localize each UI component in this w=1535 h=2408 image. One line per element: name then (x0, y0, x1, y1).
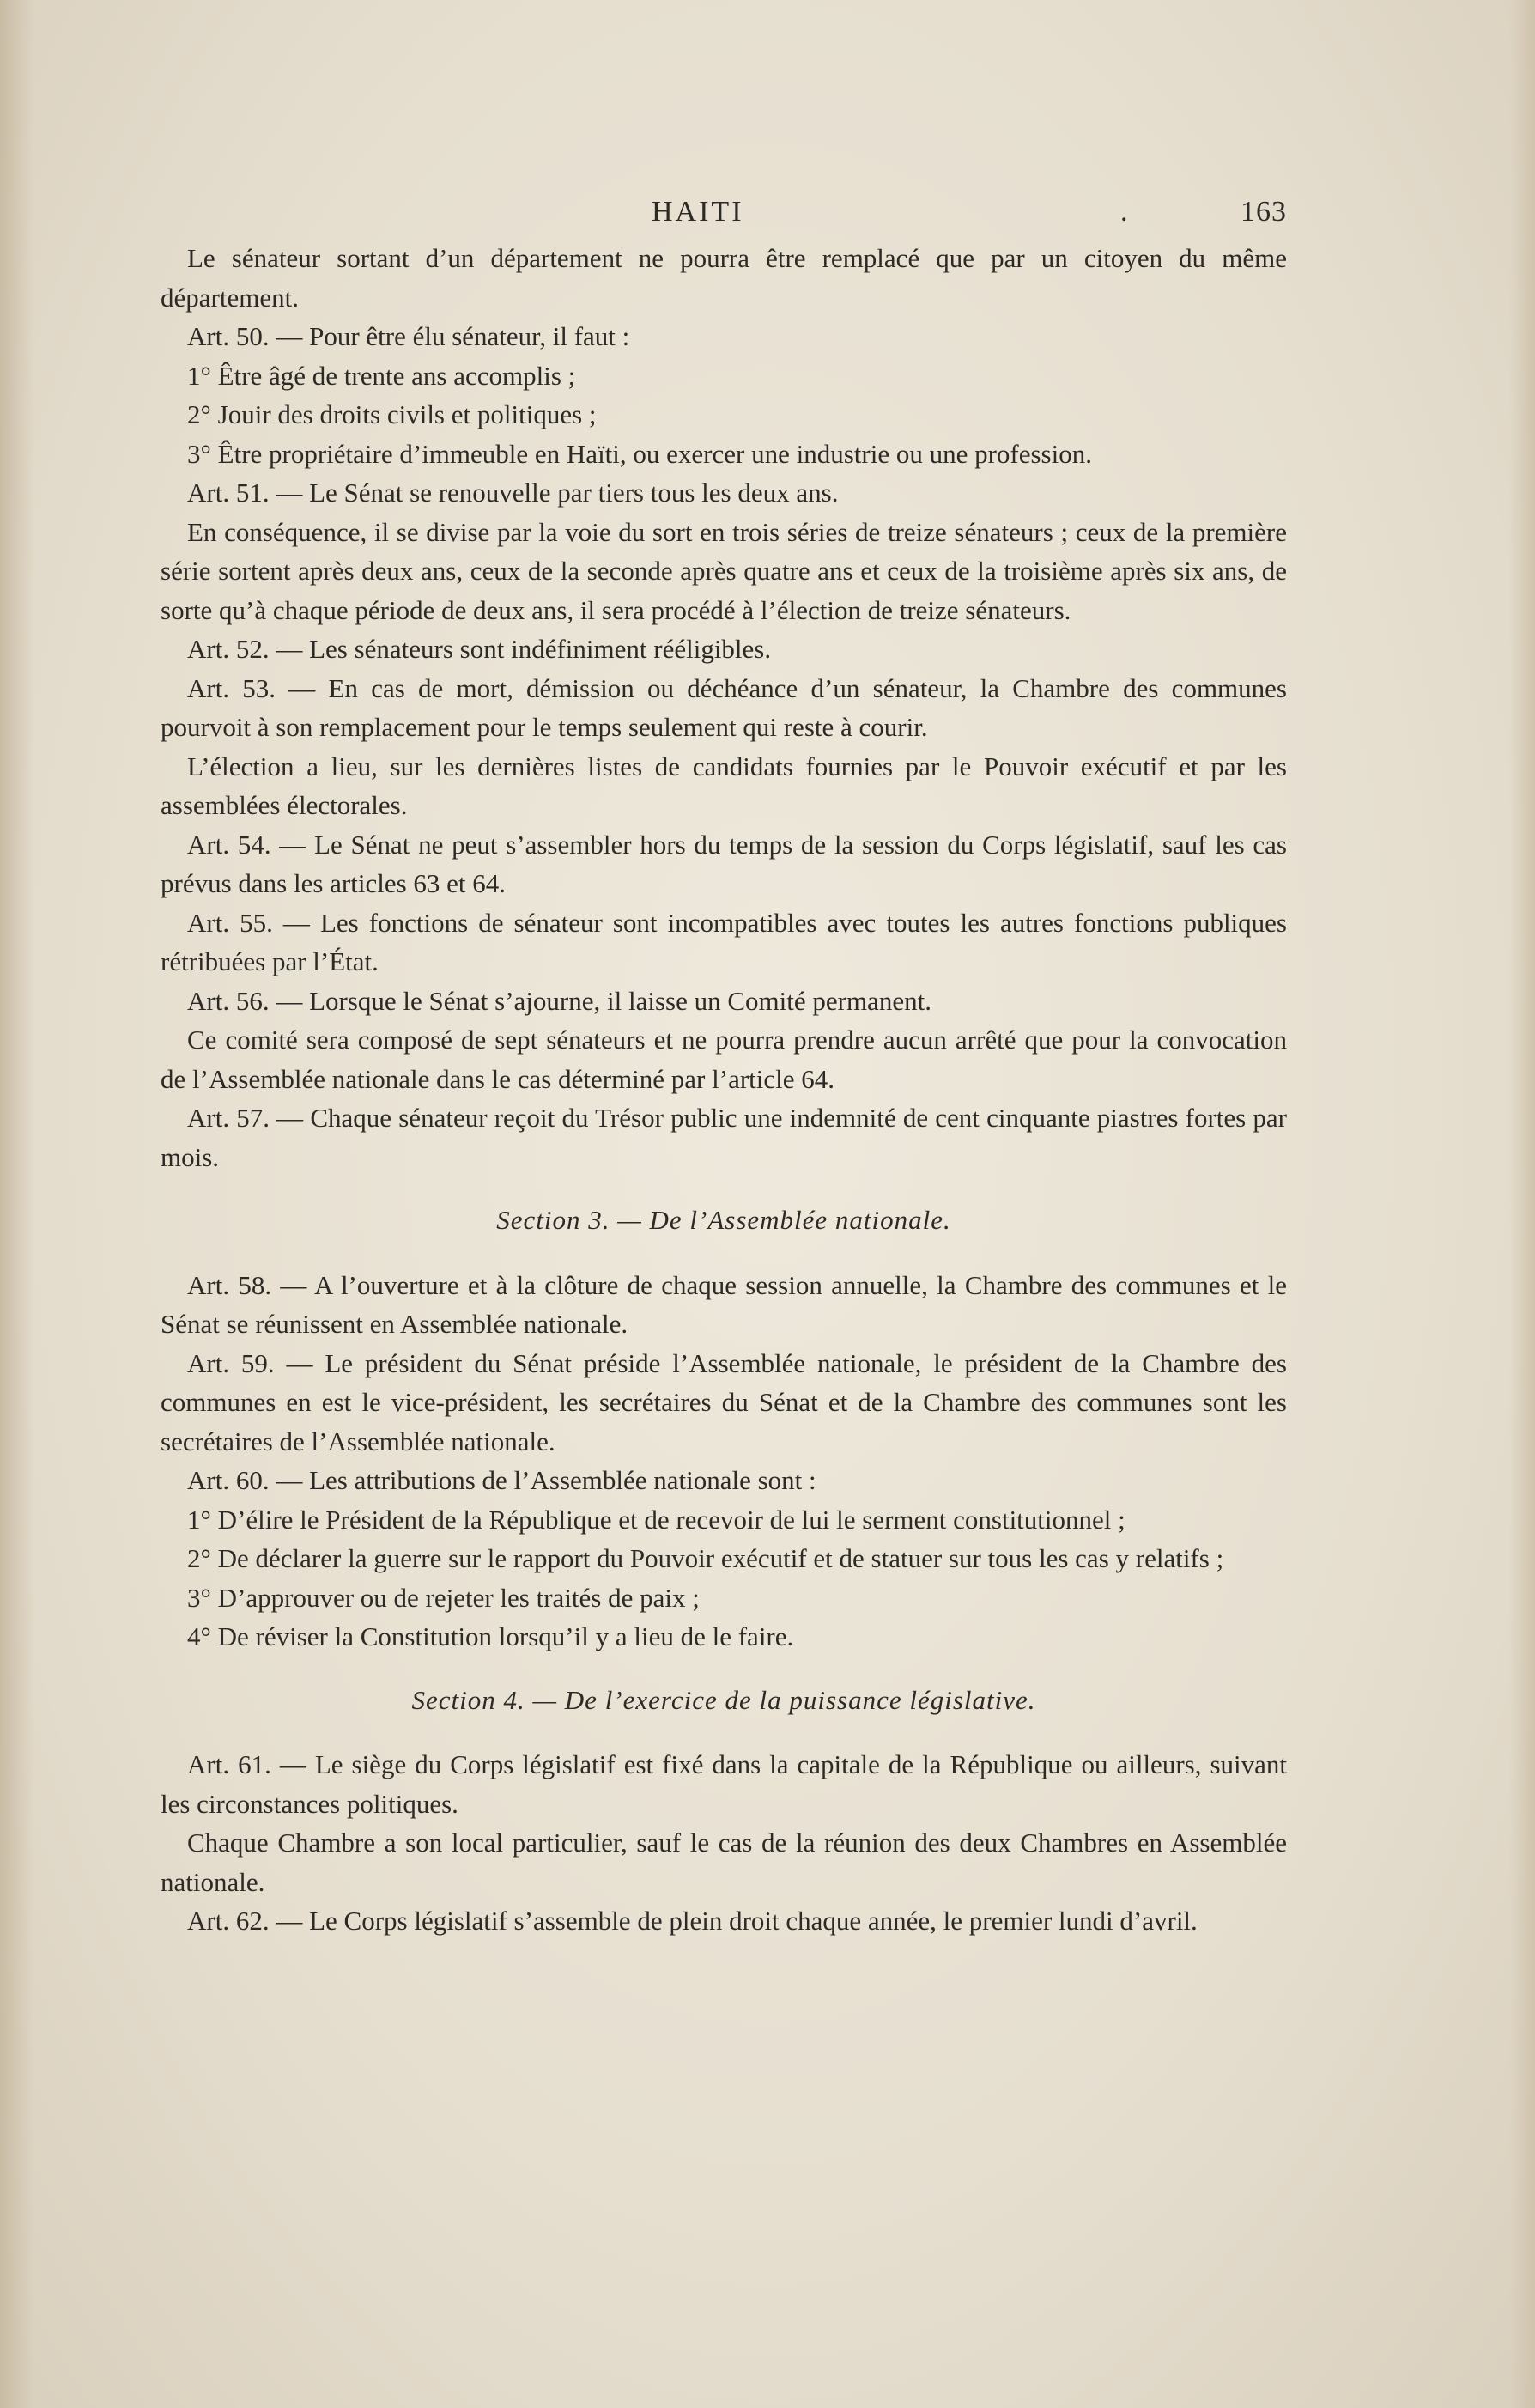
section-heading: Section 4. — De l’exercice de la puissance législative. (411, 1684, 1036, 1715)
paragraph: Art. 56. — Lorsque le Sénat s’ajourne, il laisse un Comité permanent. (187, 985, 931, 1016)
paragraph: Art. 50. — Pour être élu sénateur, il faut : (187, 321, 630, 351)
paragraph: Le sénateur sortant d’un département ne pourra être remplacé que par un citoyen du même département. (161, 243, 1287, 313)
paragraph: En conséquence, il se divise par la voie du sort en trois séries de treize sénateurs ; ceux de la première série sortent après deux ans, ceux de la seconde après quatre ans et ceux de la troisième après six ans, de sorte qu’à chaque période de deux ans, il sera procédé à l’élection de treize sénateurs. (161, 516, 1287, 625)
paragraph: Art. 60. — Les attributions de l’Assemblée nationale sont : (187, 1465, 816, 1495)
paragraph: Art. 51. — Le Sénat se renouvelle par tiers tous les deux ans. (187, 477, 839, 508)
paragraph: Art. 53. — En cas de mort, démission ou déchéance d’un sénateur, la Chambre des communes pourvoit à son remplacement pour le temps seulement qui reste à courir. (161, 672, 1287, 742)
running-header (161, 191, 1287, 239)
paragraph: Art. 52. — Les sénateurs sont indéfiniment rééligibles. (187, 634, 772, 664)
paragraph: 2° Jouir des droits civils et politiques ; (187, 399, 597, 429)
paragraph: Ce comité sera composé de sept sénateurs et ne pourra prendre aucun arrêté que pour la convocation de l’Assemblée nationale dans le cas déterminé par l’article 64. (161, 1025, 1287, 1094)
paragraph: 3° D’approuver ou de rejeter les traités de paix ; (187, 1582, 700, 1613)
running-title: HAITI (652, 196, 744, 228)
page-body (161, 239, 1287, 1941)
paragraph: 1° Être âgé de trente ans accomplis ; (187, 360, 576, 391)
paragraph: Art. 55. — Les fonctions de sénateur sont incompatibles avec toutes les autres fonctions publiques rétribuées par l’État. (161, 907, 1287, 976)
paragraph: Chaque Chambre a son local particulier, sauf le cas de la réunion des deux Chambres en Assemblée nationale. (161, 1827, 1287, 1897)
page-edge-right (1509, 0, 1535, 2408)
book-page (161, 191, 1287, 1941)
paragraph: Art. 58. — A l’ouverture et à la clôture de chaque session annuelle, la Chambre des communes et le Sénat se réunissent en Assemblée nationale. (161, 1269, 1287, 1339)
paragraph: 2° De déclarer la guerre sur le rapport du Pouvoir exécutif et de statuer sur tous les cas y relatifs ; (187, 1543, 1224, 1573)
page-edge-left (0, 0, 34, 2408)
paragraph: Art. 61. — Le siège du Corps législatif est fixé dans la capitale de la République ou ailleurs, suivant les circonstances politiques. (161, 1749, 1287, 1819)
paragraph: 1° D’élire le Président de la République et de recevoir de lui le serment constitutionnel ; (187, 1504, 1125, 1535)
paragraph: Art. 54. — Le Sénat ne peut s’assembler hors du temps de la session du Corps législatif, sauf les cas prévus dans les articles 63 et 64. (161, 829, 1287, 898)
paragraph: Art. 57. — Chaque sénateur reçoit du Trésor public une indemnité de cent cinquante piastres fortes par mois. (161, 1103, 1287, 1172)
paragraph: Art. 62. — Le Corps législatif s’assemble de plein droit chaque année, le premier lundi d’avril. (187, 1906, 1198, 1936)
page-number: 163 (1241, 196, 1287, 228)
paragraph: Art. 59. — Le président du Sénat préside l’Assemblée nationale, le président de la Chambre des communes en est le vice-président, les secrétaires du Sénat et de la Chambre des communes sont les secrétaires de l’Assemblée nationale. (161, 1347, 1287, 1456)
section-heading: Section 3. — De l’Assemblée nationale. (496, 1205, 951, 1235)
paragraph: 3° Être propriétaire d’immeuble en Haïti, ou exercer une industrie ou une profession. (187, 438, 1092, 469)
paragraph: L’élection a lieu, sur les dernières listes de candidats fournies par le Pouvoir exécutif et par les assemblées électorales. (161, 751, 1287, 820)
paragraph: 4° De réviser la Constitution lorsqu’il y a lieu de le faire. (187, 1621, 794, 1651)
header-separator: . (1120, 196, 1131, 228)
